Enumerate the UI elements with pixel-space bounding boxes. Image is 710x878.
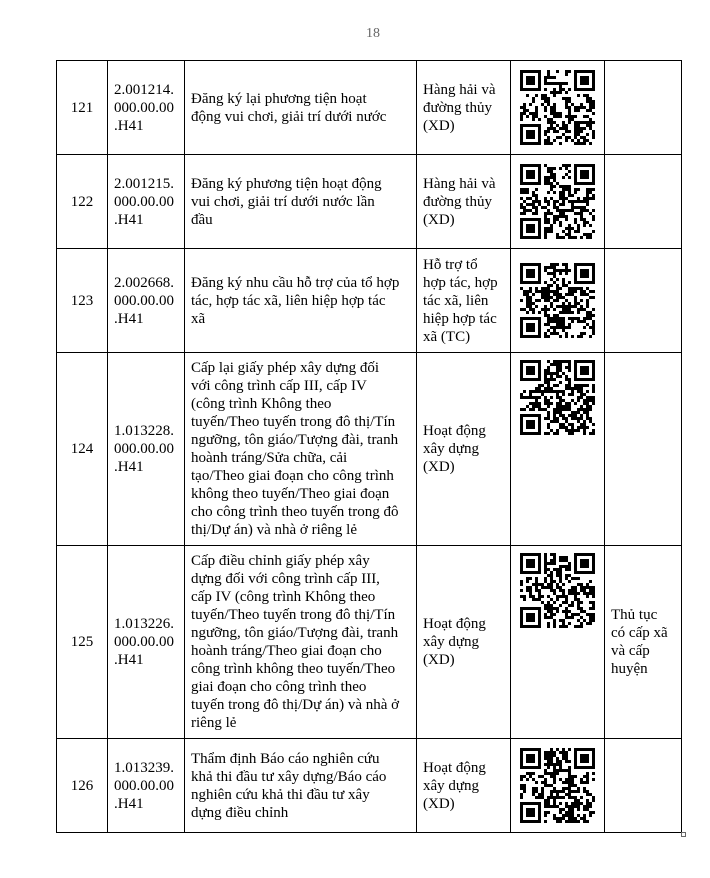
procedure-note — [605, 546, 682, 739]
qr-code-wrapper — [517, 156, 598, 248]
procedure-code-line: 000.00.00 — [114, 441, 174, 457]
procedure-name-line: không theo tuyến/Theo giai đoạn — [191, 486, 390, 502]
procedure-name-line: thị/Dự án) và nhà ở riêng lẻ — [191, 522, 358, 538]
procedure-note — [605, 353, 682, 546]
qr-code-cell — [511, 353, 605, 546]
procedure-name — [185, 739, 417, 833]
procedure-name — [185, 249, 417, 353]
table-row — [57, 155, 682, 249]
qr-code-cell — [511, 61, 605, 155]
procedure-code-line: 000.00.00 — [114, 193, 174, 210]
procedure-name-line: xã — [191, 310, 206, 327]
procedure-code-line: .H41 — [114, 310, 144, 327]
procedure-code — [108, 546, 185, 739]
procedure-code-line: 000.00.00 — [114, 634, 174, 650]
procedure-field-line: xã (TC) — [423, 328, 471, 345]
procedure-name-line: dựng điều chỉnh — [191, 804, 289, 821]
table-row — [57, 249, 682, 353]
procedure-field-line: đường thủy — [423, 99, 492, 116]
procedure-note — [605, 249, 682, 353]
procedure-field-line: (XD) — [423, 459, 455, 475]
table-row — [57, 353, 682, 546]
procedure-name-line: Thẩm định Báo cáo nghiên cứu — [191, 750, 380, 767]
procedure-code — [108, 249, 185, 353]
procedure-field — [417, 249, 511, 353]
qr-code-icon — [520, 70, 595, 145]
procedure-field-line: Hỗ trợ tổ — [423, 256, 478, 273]
procedure-name-line: đầu — [191, 211, 213, 228]
procedure-field-line: xây dựng — [423, 441, 480, 457]
procedure-code-line: .H41 — [114, 652, 144, 668]
row-number: 122 — [57, 155, 108, 249]
qr-code-wrapper — [517, 250, 598, 352]
procedure-field-line: Hàng hải và — [423, 81, 496, 98]
procedure-name-line: cho công trình theo tuyến trong đô — [191, 504, 399, 520]
qr-code-icon — [520, 748, 595, 823]
qr-code-icon — [520, 553, 595, 628]
procedure-code — [108, 155, 185, 249]
row-number: 126 — [57, 739, 108, 833]
procedure-name-line: Cấp điều chỉnh giấy phép xây — [191, 553, 370, 569]
procedure-code — [108, 739, 185, 833]
procedure-name-line: Cấp lại giấy phép xây dựng đối — [191, 360, 380, 376]
row-number: 125 — [57, 546, 108, 739]
procedure-name-line: động vui chơi, giải trí dưới nước — [191, 108, 387, 125]
procedure-name-line: tạo/Theo giai đoạn cho công trình — [191, 468, 394, 484]
page-number: 18 — [366, 26, 380, 41]
procedure-note — [605, 155, 682, 249]
procedure-field-line: Hoạt động — [423, 423, 486, 439]
procedure-field-line: Hàng hải và — [423, 175, 496, 192]
qr-code-cell — [511, 739, 605, 833]
procedure-name-line: với công trình cấp III, cấp IV — [191, 378, 367, 394]
qr-code-cell — [511, 155, 605, 249]
procedure-code — [108, 353, 185, 546]
procedure-name-line: Đăng ký nhu cầu hỗ trợ của tổ hợp — [191, 274, 400, 291]
procedure-code-line: .H41 — [114, 211, 144, 228]
qr-code-wrapper — [517, 547, 598, 738]
procedure-name-line: ngưỡng, tôn giáo/Tượng đài, tranh — [191, 625, 399, 641]
procedure-field-line: (XD) — [423, 211, 455, 228]
procedure-name-line: hoành tráng/Sửa chữa, cải — [191, 450, 348, 466]
procedure-name — [185, 353, 417, 546]
procedure-note — [605, 739, 682, 833]
procedure-name-line: tuyến trong đô thị/Dự án) và nhà ở — [191, 697, 400, 713]
procedure-name-line: tác, hợp tác xã, liên hiệp hợp tác — [191, 292, 386, 309]
qr-code-icon — [520, 360, 595, 435]
row-number: 123 — [57, 249, 108, 353]
procedure-name-line: giai đoạn cho công trình theo — [191, 679, 367, 695]
procedure-code-line: 000.00.00 — [114, 292, 174, 309]
qr-code-icon — [520, 164, 595, 239]
qr-code-wrapper — [517, 354, 598, 545]
procedure-field — [417, 353, 511, 546]
procedure-code-line: 2.002668. — [114, 274, 174, 291]
procedure-name-line: cấp IV (công trình Không theo — [191, 589, 376, 605]
procedure-name-line: vui chơi, giải trí dưới nước lần — [191, 193, 375, 210]
procedure-name — [185, 61, 417, 155]
qr-code-wrapper — [517, 740, 598, 832]
procedure-name-line: tuyến/Theo tuyến trong đô thị/Tín — [191, 607, 396, 623]
procedure-note-line: có cấp xã — [611, 625, 668, 641]
row-number: 121 — [57, 61, 108, 155]
table-row — [57, 546, 682, 739]
qr-code-cell — [511, 249, 605, 353]
procedure-name-line: khả thi đầu tư xây dựng/Báo cáo — [191, 768, 387, 785]
table-row — [57, 61, 682, 155]
procedure-field-line: xây dựng — [423, 777, 480, 794]
procedure-note-line: Thủ tục — [611, 607, 658, 623]
table-row — [57, 739, 682, 833]
procedure-code-line: 2.001215. — [114, 175, 174, 192]
procedure-name — [185, 546, 417, 739]
procedure-name-line: nghiên cứu khả thi đầu tư xây — [191, 786, 370, 803]
procedure-code-line: 1.013226. — [114, 616, 174, 632]
procedure-code-line: .H41 — [114, 795, 144, 812]
procedure-field-line: hiệp hợp tác — [423, 310, 497, 327]
procedure-name-line: tuyến/Theo tuyến trong đô thị/Tín — [191, 414, 396, 430]
procedure-code-line: 1.013239. — [114, 759, 174, 776]
qr-code-cell — [511, 546, 605, 739]
procedure-field — [417, 61, 511, 155]
procedure-code-line: 000.00.00 — [114, 777, 174, 794]
procedure-code-line: 000.00.00 — [114, 99, 174, 116]
procedure-field-line: (XD) — [423, 117, 455, 134]
procedure-field-line: (XD) — [423, 795, 455, 812]
procedures-table — [56, 60, 682, 833]
procedure-field-line: (XD) — [423, 652, 455, 668]
procedure-name-line: (công trình Không theo — [191, 396, 332, 412]
procedure-code-line: .H41 — [114, 117, 144, 134]
procedure-code-line: 1.013228. — [114, 423, 174, 439]
procedure-field-line: hợp tác, hợp — [423, 274, 498, 291]
procedures-table-body — [57, 61, 682, 833]
procedure-field-line: đường thủy — [423, 193, 492, 210]
procedure-code-line: .H41 — [114, 459, 144, 475]
table-resize-handle[interactable] — [681, 832, 686, 837]
procedure-field-line: Hoạt động — [423, 759, 486, 776]
procedure-field — [417, 739, 511, 833]
procedure-name — [185, 155, 417, 249]
procedure-name-line: ngưỡng, tôn giáo/Tượng đài, tranh — [191, 432, 399, 448]
procedure-field-line: xây dựng — [423, 634, 480, 650]
procedure-note — [605, 61, 682, 155]
procedure-field — [417, 546, 511, 739]
procedure-field-line: Hoạt động — [423, 616, 486, 632]
qr-code-wrapper — [517, 62, 598, 154]
procedure-name-line: hoành tráng/Theo giai đoạn cho — [191, 643, 382, 659]
procedure-field-line: tác xã, liên — [423, 292, 489, 309]
procedure-name-line: riêng lẻ — [191, 715, 237, 731]
procedure-code — [108, 61, 185, 155]
row-number: 124 — [57, 353, 108, 546]
procedure-name-line: dựng đối với công trình cấp III, — [191, 571, 380, 587]
procedure-name-line: Đăng ký lại phương tiện hoạt — [191, 90, 367, 107]
procedure-name-line: Đăng ký phương tiện hoạt động — [191, 175, 382, 192]
procedure-code-line: 2.001214. — [114, 81, 174, 98]
procedure-name-line: công trình không theo tuyến/Theo — [191, 661, 396, 677]
procedure-note-line: huyện — [611, 661, 648, 677]
qr-code-icon — [520, 263, 595, 338]
procedure-note-line: và cấp — [611, 643, 650, 659]
procedure-field — [417, 155, 511, 249]
